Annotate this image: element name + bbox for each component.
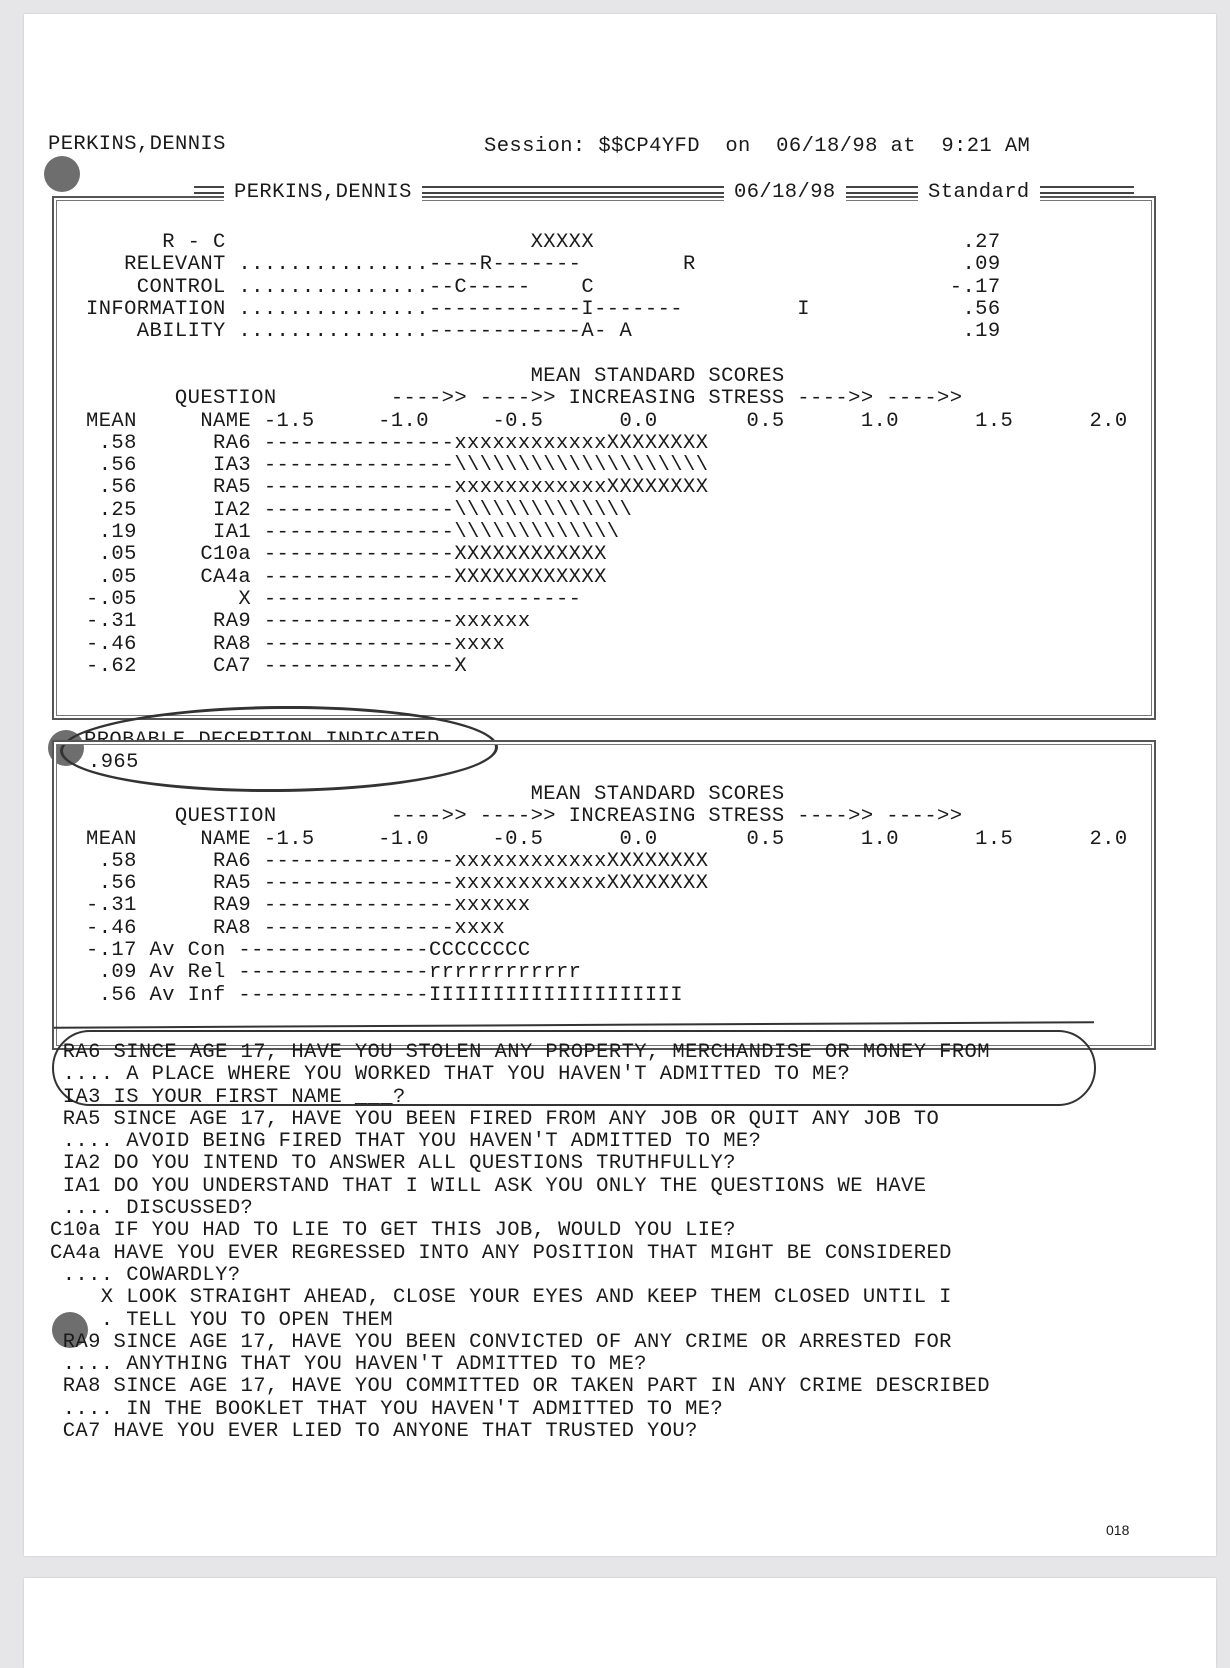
next-page (24, 1578, 1216, 1668)
score-row: -.46 RA8 ---------------xxxx (86, 916, 506, 940)
session-time: 9:21 AM (941, 135, 1031, 158)
session-date: 06/18/98 (776, 135, 878, 158)
scores-table-1 (86, 366, 1128, 678)
session-line: Session: $$CP4YFD on 06/18/98 at 9:21 AM (484, 135, 1031, 158)
question-line: CA4a HAVE YOU EVER REGRESSED INTO ANY POSITION THAT MIGHT BE CONSIDERED (50, 1241, 952, 1265)
question-line: .... AVOID BEING FIRED THAT YOU HAVEN'T ADMITTED TO ME? (50, 1130, 762, 1154)
score-panel-1 (52, 181, 1156, 720)
question-line: RA9 SINCE AGE 17, HAVE YOU BEEN CONVICTED OF ANY CRIME OR ARRESTED FOR (50, 1330, 952, 1354)
punch-hole (44, 156, 80, 192)
question-line: X LOOK STRAIGHT AHEAD, CLOSE YOUR EYES AND KEEP THEM CLOSED UNTIL I (50, 1286, 952, 1310)
score-row: -.62 CA7 ---------------X (86, 654, 468, 678)
score-row: -.05 X ------------------------- (86, 587, 582, 611)
rc-line-relevant: RELEVANT ...............----R------- R .09 (86, 253, 1001, 277)
question-line: RA5 SINCE AGE 17, HAVE YOU BEEN FIRED FROM ANY JOB OR QUIT ANY JOB TO (50, 1107, 940, 1131)
question-line: .... DISCUSSED? (50, 1197, 254, 1221)
document-page (24, 14, 1216, 1556)
question-line: . TELL YOU TO OPEN THEM (50, 1308, 393, 1332)
rc-line-control: CONTROL ...............--C----- C -.17 (86, 275, 1001, 299)
question-line: CA7 HAVE YOU EVER LIED TO ANYONE THAT TRUSTED YOU? (50, 1420, 698, 1444)
question-line: .... ANYTHING THAT YOU HAVEN'T ADMITTED TO ME? (50, 1353, 647, 1377)
score-row: -.17 Av Con ---------------CCCCCCCC (86, 939, 531, 963)
score-row: .05 C10a ---------------XXXXXXXXXXXX (86, 543, 607, 567)
score-row: .05 CA4a ---------------XXXXXXXXXXXX (86, 565, 607, 589)
scores-title: MEAN STANDARD SCORES (86, 783, 785, 806)
question-line: IA1 DO YOU UNDERSTAND THAT I WILL ASK YOU ONLY THE QUESTIONS WE HAVE (50, 1174, 927, 1198)
question-line: RA6 SINCE AGE 17, HAVE YOU STOLEN ANY PROPERTY, MERCHANDISE OR MONEY FROM (50, 1041, 990, 1064)
question-list (50, 1042, 990, 1443)
score-row: .58 RA6 ---------------xxxxxxxxxxxxXXXXXXXX (86, 431, 709, 455)
question-line: RA8 SINCE AGE 17, HAVE YOU COMMITTED OR TAKEN PART IN ANY CRIME DESCRIBED (50, 1375, 990, 1399)
score-panel-2 (52, 740, 1156, 1050)
scores-axis: MEAN NAME -1.5 -1.0 -0.5 0.0 0.5 1.0 1.5 2.0 (86, 827, 1128, 851)
question-line: .... COWARDLY? (50, 1263, 241, 1287)
score-row: .56 Av Inf ---------------IIIIIIIIIIIIIIIIIIII (86, 983, 683, 1007)
score-row: -.46 RA8 ---------------xxxx (86, 632, 506, 656)
question-line: .... IN THE BOOKLET THAT YOU HAVEN'T ADMITTED TO ME? (50, 1397, 724, 1421)
rc-line-information: INFORMATION ...............------------I------- I .56 (86, 297, 1001, 321)
score-row: .25 IA2 ---------------\\\\\\\\\\\\\\ (86, 498, 633, 522)
scores-axis: MEAN NAME -1.5 -1.0 -0.5 0.0 0.5 1.0 1.5 2.0 (86, 409, 1128, 433)
score-row: .56 RA5 ---------------xxxxxxxxxxxxXXXXXXXX (86, 872, 709, 896)
score-row: .58 RA6 ---------------xxxxxxxxxxxxXXXXXXXX (86, 849, 709, 873)
question-line: .... A PLACE WHERE YOU WORKED THAT YOU HAVEN'T ADMITTED TO ME? (50, 1063, 851, 1087)
panel-header-name: PERKINS,DENNIS (224, 182, 422, 204)
page-number: 018 (1106, 1522, 1130, 1538)
score-row: .56 RA5 ---------------xxxxxxxxxxxxXXXXXXXX (86, 476, 709, 500)
rc-summary (86, 232, 1001, 343)
score-row: .19 IA1 ---------------\\\\\\\\\\\\\ (86, 521, 620, 545)
scores-title: MEAN STANDARD SCORES (86, 365, 785, 388)
panel-header-date: 06/18/98 (724, 182, 846, 204)
session-id: $$CP4YFD (598, 135, 700, 158)
verdict-label: PROBABLE DECEPTION INDICATED (84, 729, 440, 752)
question-line: C10a IF YOU HAD TO LIE TO GET THIS JOB, WOULD YOU LIE? (50, 1219, 736, 1243)
scores-table-2 (86, 784, 1128, 1007)
score-row: -.31 RA9 ---------------xxxxxx (86, 894, 531, 918)
verdict-score: .965 (88, 751, 139, 774)
panel-header-type: Standard (918, 182, 1040, 204)
rc-line: R - C XXXXX .27 (86, 231, 1001, 254)
scores-subtitle: QUESTION ---->> ---->> INCREASING STRESS ---->> ---->> (86, 805, 963, 829)
score-row: .09 Av Rel ---------------rrrrrrrrrrrr (86, 961, 582, 985)
scores-subtitle: QUESTION ---->> ---->> INCREASING STRESS ---->> ---->> (86, 387, 963, 411)
header-name: PERKINS,DENNIS (48, 133, 226, 156)
question-line: IA3 IS YOUR FIRST NAME ___? (50, 1085, 406, 1109)
score-row: -.31 RA9 ---------------xxxxxx (86, 610, 531, 634)
rc-line-ability: ABILITY ...............------------A- A .19 (86, 320, 1001, 344)
question-line: IA2 DO YOU INTEND TO ANSWER ALL QUESTIONS TRUTHFULLY? (50, 1152, 736, 1176)
score-row: .56 IA3 ---------------\\\\\\\\\\\\\\\\\\\\ (86, 454, 709, 478)
